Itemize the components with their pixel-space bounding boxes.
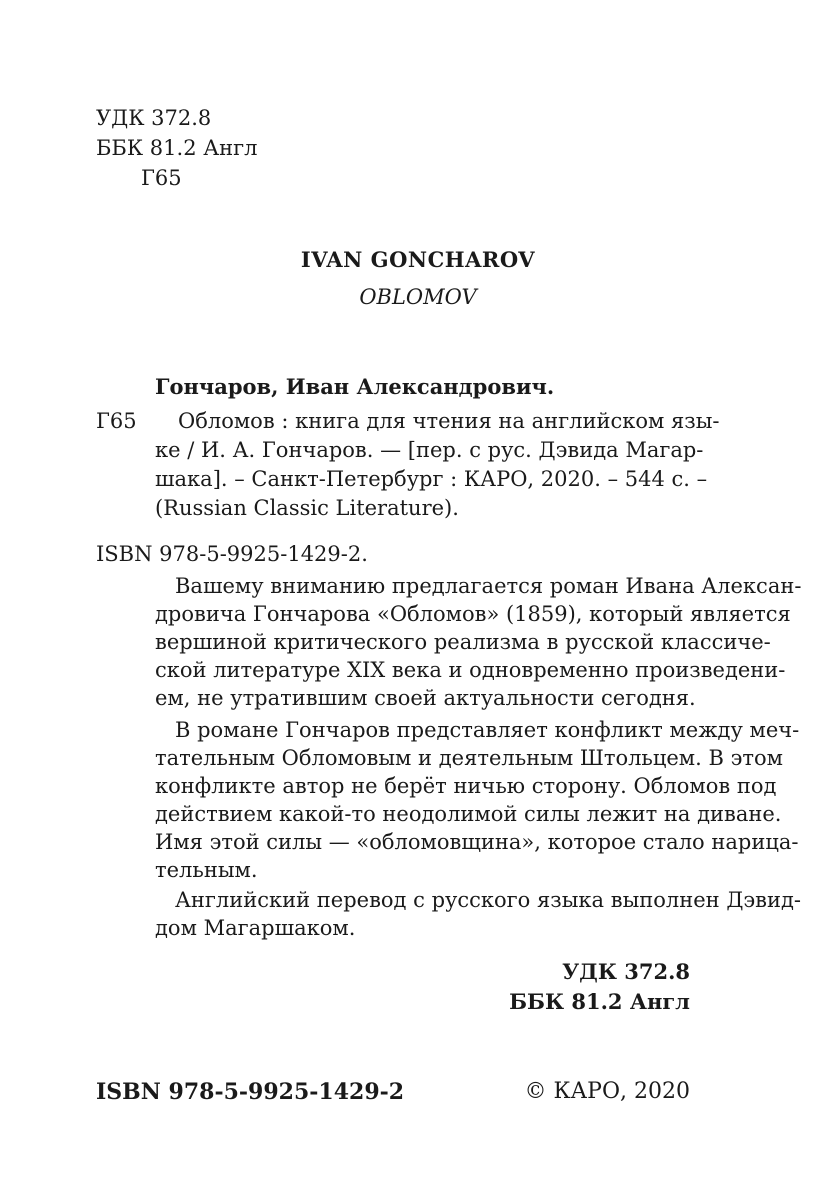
footer-isbn: ISBN 978-5-9925-1429-2 [96,1079,405,1105]
udk-code-top: УДК 372.8 [96,106,212,130]
author-mark-top: Г65 [141,166,182,190]
bibliography-line-3: шака]. – Санкт-Петербург : КАРО, 2020. – 544 с. – [155,467,708,491]
annotation-line-11: тельным. [155,858,258,882]
copyright: © КАРО, 2020 [524,1079,690,1104]
bibliography-line-1: Обломов : книга для чтения на английском язы- [178,409,720,433]
annotation-line-8: конфликте автор не берёт ничью сторону. Обломов под [155,774,777,798]
annotation-line-3: вершиной критического реализма в русской классиче- [155,630,771,654]
annotation-line-2: дровича Гончарова «Обломов» (1859), который является [155,602,791,626]
author-heading: Гончаров, Иван Александрович. [155,374,555,399]
bbk-code-top: ББК 81.2 Англ [96,136,258,160]
annotation-line-7: тательным Обломовым и деятельным Штольцем. В этом [155,746,783,770]
annotation-line-10: Имя этой силы — «обломовщина», которое стало нарица- [155,830,799,854]
bibliography-line-2: ке / И. А. Гончаров. — [пер. с рус. Дэвида Магар- [155,438,704,462]
udk-code-bottom: УДК 372.8 [562,959,690,984]
annotation-line-9: действием какой-то неодолимой силы лежит на диване. [155,802,782,826]
annotation-line-13: дом Магаршаком. [155,916,356,940]
isbn-line: ISBN 978-5-9925-1429-2. [96,542,368,566]
annotation-line-12: Английский перевод с русского языка выполнен Дэвид- [175,888,802,912]
book-author-english: IVAN GONCHAROV [300,247,536,272]
annotation-line-4: ской литературе XIX века и одновременно произведени- [155,658,786,682]
author-mark: Г65 [96,409,137,433]
book-title-english: OBLOMOV [359,285,477,309]
bbk-code-bottom: ББК 81.2 Англ [509,989,690,1014]
bibliography-line-4: (Russian Classic Literature). [155,496,459,520]
annotation-line-6: В романе Гончаров представляет конфликт между меч- [175,718,800,742]
annotation-line-5: ем, не утратившим своей актуальности сегодня. [155,686,696,710]
annotation-line-1: Вашему вниманию предлагается роман Ивана Алексан- [175,574,802,598]
